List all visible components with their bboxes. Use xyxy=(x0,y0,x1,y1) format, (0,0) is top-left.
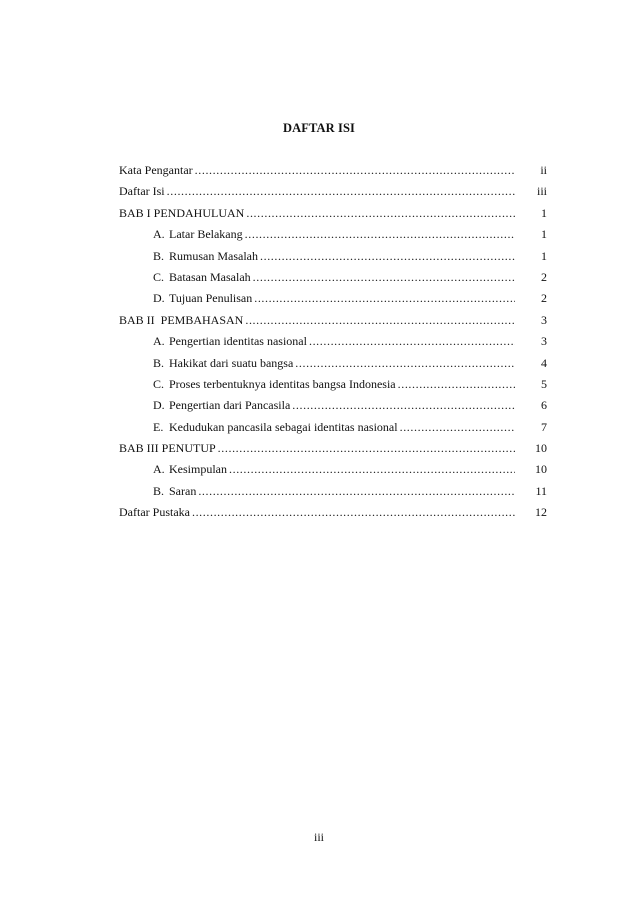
toc-entry-label: Hakikat dari suatu bangsa xyxy=(169,355,294,370)
toc-entry-label: Daftar Pustaka xyxy=(119,505,190,520)
toc-subentry xyxy=(119,267,549,288)
toc-entry-letter: D. xyxy=(153,291,165,306)
dot-leader xyxy=(198,481,515,502)
dot-leader xyxy=(260,246,515,267)
toc-entry-label: Latar Belakang xyxy=(169,227,243,242)
toc-entry-label: BAB III PENUTUP xyxy=(119,441,216,456)
dot-leader xyxy=(246,203,515,224)
toc-entry-letter: C. xyxy=(153,376,165,391)
dot-leader xyxy=(253,267,515,288)
dot-leader xyxy=(398,374,515,395)
toc-entry-page: 5 xyxy=(541,376,547,391)
toc-entry xyxy=(119,203,549,224)
toc-entry-page: 1 xyxy=(541,205,547,220)
dot-leader xyxy=(245,224,515,245)
toc-entry-letter: D. xyxy=(153,398,165,413)
page-title: DAFTAR ISI xyxy=(283,121,355,135)
toc-subentry xyxy=(119,395,549,416)
toc-entry-page: 3 xyxy=(541,312,547,327)
toc-entry-label: Pengertian identitas nasional xyxy=(169,334,307,349)
toc-entry-label: Pengertian dari Pancasila xyxy=(169,398,291,413)
toc-entry-letter: A. xyxy=(153,334,165,349)
toc-entry-page: iii xyxy=(536,184,547,199)
toc-entry-page: 2 xyxy=(541,269,547,284)
toc-entry-page: 6 xyxy=(541,398,547,413)
toc-entry-page: 3 xyxy=(541,334,547,349)
toc-entry xyxy=(119,310,549,331)
dot-leader xyxy=(309,331,515,352)
page-number-footer: iii xyxy=(313,830,324,844)
toc-entry xyxy=(119,502,549,523)
toc-entry-label: BAB I PENDAHULUAN xyxy=(119,205,245,220)
toc-subentry xyxy=(119,417,549,438)
toc-entry xyxy=(119,181,549,202)
toc-entry-page: ii xyxy=(540,163,547,177)
toc-entry-page: 7 xyxy=(541,419,547,434)
toc-entry-label: Kesimpulan xyxy=(169,462,227,477)
toc-subentry xyxy=(119,374,549,395)
toc-entry-page: 12 xyxy=(535,505,547,520)
toc-subentry xyxy=(119,459,549,480)
toc-entry-label: Kedudukan pancasila sebagai identitas nasional xyxy=(169,419,398,434)
dot-leader xyxy=(295,353,515,374)
toc-entry-label: BAB II PEMBAHASAN xyxy=(119,312,244,327)
toc-subentry xyxy=(119,481,549,502)
toc-subentry xyxy=(119,288,549,309)
toc-subentry xyxy=(119,331,549,352)
toc-entry xyxy=(119,160,549,181)
dot-leader xyxy=(195,160,515,181)
dot-leader xyxy=(245,310,515,331)
toc-entry-letter: B. xyxy=(153,355,165,370)
toc-entry-label: Batasan Masalah xyxy=(169,269,251,284)
toc-entry xyxy=(119,438,549,459)
toc-entry-letter: C. xyxy=(153,269,165,284)
toc-entry-letter: B. xyxy=(153,248,165,263)
dot-leader xyxy=(192,502,515,523)
dot-leader xyxy=(167,181,515,202)
dot-leader xyxy=(292,395,515,416)
toc-subentry xyxy=(119,224,549,245)
toc-entry-page: 1 xyxy=(541,227,547,242)
toc-entry-letter: E. xyxy=(153,419,164,434)
toc-entry-label: Kata Pengantar xyxy=(119,163,193,177)
toc-entry-page: 4 xyxy=(541,355,547,370)
toc-entry-page: 1 xyxy=(541,248,547,263)
toc-entry-label: Proses terbentuknya identitas bangsa Indonesia xyxy=(169,376,396,391)
toc-entry-label: Saran xyxy=(169,483,197,498)
toc-entry-page: 2 xyxy=(541,291,547,306)
table-of-contents xyxy=(119,160,549,524)
toc-entry-letter: B. xyxy=(153,483,165,498)
toc-entry-page: 10 xyxy=(535,441,547,456)
toc-entry-label: Tujuan Penulisan xyxy=(169,291,253,306)
toc-entry-letter: A. xyxy=(153,462,165,477)
dot-leader xyxy=(400,417,515,438)
dot-leader xyxy=(218,438,515,459)
toc-entry-page: 10 xyxy=(535,462,547,477)
toc-entry-page: 11 xyxy=(535,483,547,498)
toc-entry-label: Rumusan Masalah xyxy=(169,248,258,263)
toc-entry-letter: A. xyxy=(153,227,165,242)
dot-leader xyxy=(229,459,515,480)
toc-subentry xyxy=(119,246,549,267)
dot-leader xyxy=(254,288,515,309)
toc-subentry xyxy=(119,353,549,374)
toc-entry-label: Daftar Isi xyxy=(119,184,165,199)
